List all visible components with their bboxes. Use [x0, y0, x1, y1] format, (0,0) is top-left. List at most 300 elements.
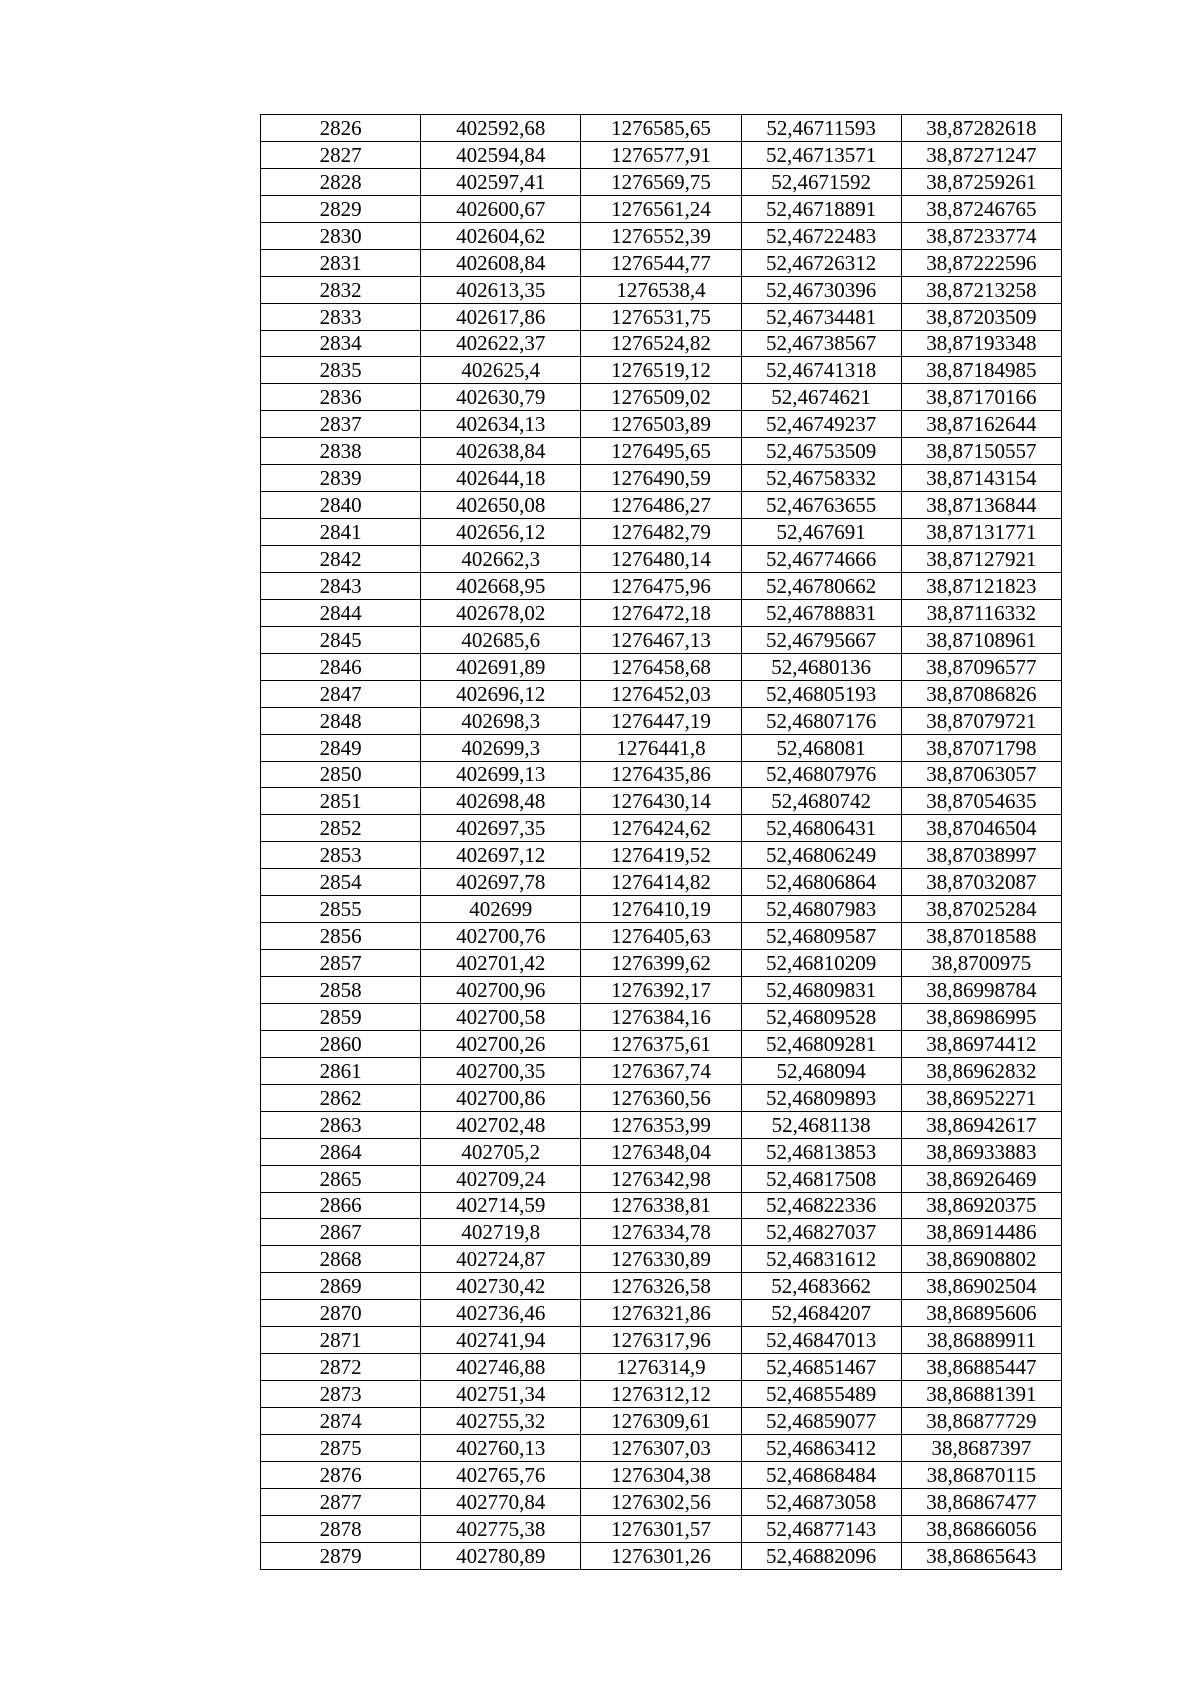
- latitude-cell: 52,46718891: [741, 195, 901, 222]
- table-row: [261, 1327, 1062, 1354]
- point-number-cell: 2857: [261, 950, 421, 977]
- x-coordinate-cell: 402630,79: [421, 384, 581, 411]
- x-coordinate-cell: 402644,18: [421, 465, 581, 492]
- latitude-cell: 52,46863412: [741, 1434, 901, 1461]
- y-coordinate-cell: 1276312,12: [581, 1381, 741, 1408]
- longitude-cell: 38,87086826: [901, 680, 1061, 707]
- longitude-cell: 38,86866056: [901, 1515, 1061, 1542]
- longitude-cell: 38,87108961: [901, 626, 1061, 653]
- point-number-cell: 2850: [261, 761, 421, 788]
- point-number-cell: 2853: [261, 842, 421, 869]
- latitude-cell: 52,46851467: [741, 1354, 901, 1381]
- latitude-cell: 52,46763655: [741, 492, 901, 519]
- point-number-cell: 2843: [261, 572, 421, 599]
- latitude-cell: 52,46827037: [741, 1219, 901, 1246]
- table-row: [261, 815, 1062, 842]
- table-row: [261, 546, 1062, 573]
- latitude-cell: 52,46809893: [741, 1084, 901, 1111]
- table-row: [261, 465, 1062, 492]
- x-coordinate-cell: 402698,48: [421, 788, 581, 815]
- y-coordinate-cell: 1276353,99: [581, 1111, 741, 1138]
- point-number-cell: 2828: [261, 168, 421, 195]
- latitude-cell: 52,46807176: [741, 707, 901, 734]
- point-number-cell: 2856: [261, 923, 421, 950]
- x-coordinate-cell: 402696,12: [421, 680, 581, 707]
- point-number-cell: 2864: [261, 1138, 421, 1165]
- latitude-cell: 52,4683662: [741, 1273, 901, 1300]
- latitude-cell: 52,46806431: [741, 815, 901, 842]
- y-coordinate-cell: 1276338,81: [581, 1192, 741, 1219]
- latitude-cell: 52,46847013: [741, 1327, 901, 1354]
- table-row: [261, 1434, 1062, 1461]
- table-row: [261, 1030, 1062, 1057]
- table-row: [261, 599, 1062, 626]
- latitude-cell: 52,46868484: [741, 1461, 901, 1488]
- y-coordinate-cell: 1276577,91: [581, 141, 741, 168]
- x-coordinate-cell: 402613,35: [421, 276, 581, 303]
- longitude-cell: 38,86867477: [901, 1488, 1061, 1515]
- longitude-cell: 38,87136844: [901, 492, 1061, 519]
- longitude-cell: 38,87222596: [901, 249, 1061, 276]
- y-coordinate-cell: 1276552,39: [581, 222, 741, 249]
- x-coordinate-cell: 402685,6: [421, 626, 581, 653]
- table-row: [261, 1111, 1062, 1138]
- y-coordinate-cell: 1276342,98: [581, 1165, 741, 1192]
- table-row: [261, 1057, 1062, 1084]
- table-row: [261, 1515, 1062, 1542]
- table-row: [261, 572, 1062, 599]
- table-row: [261, 1246, 1062, 1273]
- y-coordinate-cell: 1276509,02: [581, 384, 741, 411]
- point-number-cell: 2849: [261, 734, 421, 761]
- latitude-cell: 52,46753509: [741, 438, 901, 465]
- longitude-cell: 38,87213258: [901, 276, 1061, 303]
- point-number-cell: 2865: [261, 1165, 421, 1192]
- point-number-cell: 2869: [261, 1273, 421, 1300]
- latitude-cell: 52,46738567: [741, 330, 901, 357]
- point-number-cell: 2876: [261, 1461, 421, 1488]
- longitude-cell: 38,87271247: [901, 141, 1061, 168]
- point-number-cell: 2873: [261, 1381, 421, 1408]
- y-coordinate-cell: 1276334,78: [581, 1219, 741, 1246]
- x-coordinate-cell: 402714,59: [421, 1192, 581, 1219]
- longitude-cell: 38,86902504: [901, 1273, 1061, 1300]
- x-coordinate-cell: 402604,62: [421, 222, 581, 249]
- x-coordinate-cell: 402709,24: [421, 1165, 581, 1192]
- x-coordinate-cell: 402597,41: [421, 168, 581, 195]
- longitude-cell: 38,86933883: [901, 1138, 1061, 1165]
- y-coordinate-cell: 1276304,38: [581, 1461, 741, 1488]
- point-number-cell: 2839: [261, 465, 421, 492]
- point-number-cell: 2862: [261, 1084, 421, 1111]
- latitude-cell: 52,46855489: [741, 1381, 901, 1408]
- longitude-cell: 38,87233774: [901, 222, 1061, 249]
- longitude-cell: 38,87282618: [901, 115, 1061, 142]
- latitude-cell: 52,46809281: [741, 1030, 901, 1057]
- point-number-cell: 2858: [261, 977, 421, 1004]
- y-coordinate-cell: 1276301,57: [581, 1515, 741, 1542]
- table-row: [261, 923, 1062, 950]
- latitude-cell: 52,46711593: [741, 115, 901, 142]
- longitude-cell: 38,86881391: [901, 1381, 1061, 1408]
- table-row: [261, 222, 1062, 249]
- latitude-cell: 52,467691: [741, 519, 901, 546]
- table-row: [261, 1273, 1062, 1300]
- latitude-cell: 52,46809528: [741, 1003, 901, 1030]
- y-coordinate-cell: 1276375,61: [581, 1030, 741, 1057]
- x-coordinate-cell: 402700,26: [421, 1030, 581, 1057]
- point-number-cell: 2863: [261, 1111, 421, 1138]
- longitude-cell: 38,87259261: [901, 168, 1061, 195]
- longitude-cell: 38,87143154: [901, 465, 1061, 492]
- point-number-cell: 2830: [261, 222, 421, 249]
- y-coordinate-cell: 1276524,82: [581, 330, 741, 357]
- x-coordinate-cell: 402765,76: [421, 1461, 581, 1488]
- longitude-cell: 38,86974412: [901, 1030, 1061, 1057]
- latitude-cell: 52,46741318: [741, 357, 901, 384]
- latitude-cell: 52,46859077: [741, 1408, 901, 1435]
- latitude-cell: 52,46806249: [741, 842, 901, 869]
- table-row: [261, 1165, 1062, 1192]
- x-coordinate-cell: 402656,12: [421, 519, 581, 546]
- x-coordinate-cell: 402775,38: [421, 1515, 581, 1542]
- y-coordinate-cell: 1276307,03: [581, 1434, 741, 1461]
- table-row: [261, 168, 1062, 195]
- latitude-cell: 52,46788831: [741, 599, 901, 626]
- point-number-cell: 2846: [261, 653, 421, 680]
- table-row: [261, 1003, 1062, 1030]
- point-number-cell: 2829: [261, 195, 421, 222]
- x-coordinate-cell: 402650,08: [421, 492, 581, 519]
- x-coordinate-cell: 402600,67: [421, 195, 581, 222]
- table-row: [261, 303, 1062, 330]
- longitude-cell: 38,86962832: [901, 1057, 1061, 1084]
- latitude-cell: 52,46734481: [741, 303, 901, 330]
- x-coordinate-cell: 402700,76: [421, 923, 581, 950]
- point-number-cell: 2870: [261, 1300, 421, 1327]
- x-coordinate-cell: 402699,3: [421, 734, 581, 761]
- x-coordinate-cell: 402755,32: [421, 1408, 581, 1435]
- table-row: [261, 276, 1062, 303]
- latitude-cell: 52,4671592: [741, 168, 901, 195]
- point-number-cell: 2836: [261, 384, 421, 411]
- point-number-cell: 2837: [261, 411, 421, 438]
- longitude-cell: 38,8700975: [901, 950, 1061, 977]
- latitude-cell: 52,4680742: [741, 788, 901, 815]
- point-number-cell: 2855: [261, 896, 421, 923]
- y-coordinate-cell: 1276475,96: [581, 572, 741, 599]
- x-coordinate-cell: 402700,86: [421, 1084, 581, 1111]
- x-coordinate-cell: 402751,34: [421, 1381, 581, 1408]
- table-row: [261, 1461, 1062, 1488]
- latitude-cell: 52,468081: [741, 734, 901, 761]
- point-number-cell: 2831: [261, 249, 421, 276]
- point-number-cell: 2877: [261, 1488, 421, 1515]
- latitude-cell: 52,46817508: [741, 1165, 901, 1192]
- table-row: [261, 249, 1062, 276]
- y-coordinate-cell: 1276467,13: [581, 626, 741, 653]
- y-coordinate-cell: 1276405,63: [581, 923, 741, 950]
- y-coordinate-cell: 1276360,56: [581, 1084, 741, 1111]
- x-coordinate-cell: 402608,84: [421, 249, 581, 276]
- latitude-cell: 52,46813853: [741, 1138, 901, 1165]
- table-row: [261, 330, 1062, 357]
- longitude-cell: 38,87121823: [901, 572, 1061, 599]
- y-coordinate-cell: 1276367,74: [581, 1057, 741, 1084]
- longitude-cell: 38,86998784: [901, 977, 1061, 1004]
- table-row: [261, 1138, 1062, 1165]
- longitude-cell: 38,86920375: [901, 1192, 1061, 1219]
- y-coordinate-cell: 1276538,4: [581, 276, 741, 303]
- y-coordinate-cell: 1276321,86: [581, 1300, 741, 1327]
- table-row: [261, 438, 1062, 465]
- longitude-cell: 38,87184985: [901, 357, 1061, 384]
- latitude-cell: 52,468094: [741, 1057, 901, 1084]
- longitude-cell: 38,87025284: [901, 896, 1061, 923]
- y-coordinate-cell: 1276486,27: [581, 492, 741, 519]
- latitude-cell: 52,46810209: [741, 950, 901, 977]
- x-coordinate-cell: 402700,96: [421, 977, 581, 1004]
- point-number-cell: 2832: [261, 276, 421, 303]
- point-number-cell: 2845: [261, 626, 421, 653]
- latitude-cell: 52,46831612: [741, 1246, 901, 1273]
- y-coordinate-cell: 1276384,16: [581, 1003, 741, 1030]
- table-row: [261, 707, 1062, 734]
- longitude-cell: 38,87170166: [901, 384, 1061, 411]
- point-number-cell: 2841: [261, 519, 421, 546]
- table-row: [261, 1219, 1062, 1246]
- longitude-cell: 38,87079721: [901, 707, 1061, 734]
- point-number-cell: 2871: [261, 1327, 421, 1354]
- x-coordinate-cell: 402699: [421, 896, 581, 923]
- y-coordinate-cell: 1276424,62: [581, 815, 741, 842]
- table-row: [261, 141, 1062, 168]
- table-row: [261, 950, 1062, 977]
- longitude-cell: 38,87096577: [901, 653, 1061, 680]
- latitude-cell: 52,4681138: [741, 1111, 901, 1138]
- table-row: [261, 384, 1062, 411]
- y-coordinate-cell: 1276480,14: [581, 546, 741, 573]
- y-coordinate-cell: 1276392,17: [581, 977, 741, 1004]
- longitude-cell: 38,87018588: [901, 923, 1061, 950]
- y-coordinate-cell: 1276585,65: [581, 115, 741, 142]
- y-coordinate-cell: 1276326,58: [581, 1273, 741, 1300]
- y-coordinate-cell: 1276519,12: [581, 357, 741, 384]
- x-coordinate-cell: 402699,13: [421, 761, 581, 788]
- y-coordinate-cell: 1276495,65: [581, 438, 741, 465]
- latitude-cell: 52,46795667: [741, 626, 901, 653]
- latitude-cell: 52,46758332: [741, 465, 901, 492]
- point-number-cell: 2842: [261, 546, 421, 573]
- point-number-cell: 2840: [261, 492, 421, 519]
- y-coordinate-cell: 1276503,89: [581, 411, 741, 438]
- point-number-cell: 2827: [261, 141, 421, 168]
- latitude-cell: 52,46730396: [741, 276, 901, 303]
- x-coordinate-cell: 402702,48: [421, 1111, 581, 1138]
- longitude-cell: 38,87246765: [901, 195, 1061, 222]
- table-row: [261, 1084, 1062, 1111]
- table-row: [261, 734, 1062, 761]
- point-number-cell: 2874: [261, 1408, 421, 1435]
- latitude-cell: 52,46713571: [741, 141, 901, 168]
- x-coordinate-cell: 402697,12: [421, 842, 581, 869]
- y-coordinate-cell: 1276414,82: [581, 869, 741, 896]
- coordinate-table-body: [261, 115, 1062, 1570]
- point-number-cell: 2848: [261, 707, 421, 734]
- x-coordinate-cell: 402780,89: [421, 1542, 581, 1569]
- y-coordinate-cell: 1276447,19: [581, 707, 741, 734]
- longitude-cell: 38,86885447: [901, 1354, 1061, 1381]
- point-number-cell: 2835: [261, 357, 421, 384]
- x-coordinate-cell: 402730,42: [421, 1273, 581, 1300]
- x-coordinate-cell: 402701,42: [421, 950, 581, 977]
- longitude-cell: 38,87193348: [901, 330, 1061, 357]
- y-coordinate-cell: 1276569,75: [581, 168, 741, 195]
- longitude-cell: 38,87127921: [901, 546, 1061, 573]
- table-row: [261, 492, 1062, 519]
- latitude-cell: 52,4674621: [741, 384, 901, 411]
- longitude-cell: 38,86889911: [901, 1327, 1061, 1354]
- longitude-cell: 38,87063057: [901, 761, 1061, 788]
- longitude-cell: 38,86986995: [901, 1003, 1061, 1030]
- x-coordinate-cell: 402700,58: [421, 1003, 581, 1030]
- point-number-cell: 2866: [261, 1192, 421, 1219]
- longitude-cell: 38,86942617: [901, 1111, 1061, 1138]
- y-coordinate-cell: 1276348,04: [581, 1138, 741, 1165]
- latitude-cell: 52,4684207: [741, 1300, 901, 1327]
- table-row: [261, 1192, 1062, 1219]
- point-number-cell: 2844: [261, 599, 421, 626]
- longitude-cell: 38,87046504: [901, 815, 1061, 842]
- table-row: [261, 680, 1062, 707]
- table-row: [261, 195, 1062, 222]
- y-coordinate-cell: 1276561,24: [581, 195, 741, 222]
- point-number-cell: 2879: [261, 1542, 421, 1569]
- point-number-cell: 2867: [261, 1219, 421, 1246]
- x-coordinate-cell: 402697,78: [421, 869, 581, 896]
- x-coordinate-cell: 402724,87: [421, 1246, 581, 1273]
- point-number-cell: 2868: [261, 1246, 421, 1273]
- x-coordinate-cell: 402617,86: [421, 303, 581, 330]
- x-coordinate-cell: 402741,94: [421, 1327, 581, 1354]
- longitude-cell: 38,87131771: [901, 519, 1061, 546]
- latitude-cell: 52,46807983: [741, 896, 901, 923]
- point-number-cell: 2859: [261, 1003, 421, 1030]
- y-coordinate-cell: 1276399,62: [581, 950, 741, 977]
- x-coordinate-cell: 402662,3: [421, 546, 581, 573]
- y-coordinate-cell: 1276472,18: [581, 599, 741, 626]
- coordinate-table: [260, 114, 1062, 1570]
- latitude-cell: 52,46780662: [741, 572, 901, 599]
- latitude-cell: 52,46726312: [741, 249, 901, 276]
- x-coordinate-cell: 402719,8: [421, 1219, 581, 1246]
- point-number-cell: 2854: [261, 869, 421, 896]
- x-coordinate-cell: 402638,84: [421, 438, 581, 465]
- latitude-cell: 52,46805193: [741, 680, 901, 707]
- x-coordinate-cell: 402678,02: [421, 599, 581, 626]
- longitude-cell: 38,87150557: [901, 438, 1061, 465]
- table-row: [261, 357, 1062, 384]
- y-coordinate-cell: 1276317,96: [581, 1327, 741, 1354]
- y-coordinate-cell: 1276490,59: [581, 465, 741, 492]
- y-coordinate-cell: 1276410,19: [581, 896, 741, 923]
- table-row: [261, 1300, 1062, 1327]
- y-coordinate-cell: 1276452,03: [581, 680, 741, 707]
- latitude-cell: 52,46806864: [741, 869, 901, 896]
- y-coordinate-cell: 1276301,26: [581, 1542, 741, 1569]
- latitude-cell: 52,46774666: [741, 546, 901, 573]
- x-coordinate-cell: 402705,2: [421, 1138, 581, 1165]
- point-number-cell: 2875: [261, 1434, 421, 1461]
- x-coordinate-cell: 402746,88: [421, 1354, 581, 1381]
- y-coordinate-cell: 1276531,75: [581, 303, 741, 330]
- table-row: [261, 761, 1062, 788]
- longitude-cell: 38,86865643: [901, 1542, 1061, 1569]
- latitude-cell: 52,46877143: [741, 1515, 901, 1542]
- y-coordinate-cell: 1276441,8: [581, 734, 741, 761]
- longitude-cell: 38,86952271: [901, 1084, 1061, 1111]
- point-number-cell: 2852: [261, 815, 421, 842]
- table-row: [261, 115, 1062, 142]
- longitude-cell: 38,87071798: [901, 734, 1061, 761]
- table-row: [261, 411, 1062, 438]
- latitude-cell: 52,46807976: [741, 761, 901, 788]
- y-coordinate-cell: 1276309,61: [581, 1408, 741, 1435]
- x-coordinate-cell: 402594,84: [421, 141, 581, 168]
- table-row: [261, 1381, 1062, 1408]
- table-row: [261, 896, 1062, 923]
- x-coordinate-cell: 402622,37: [421, 330, 581, 357]
- table-row: [261, 869, 1062, 896]
- latitude-cell: 52,46722483: [741, 222, 901, 249]
- longitude-cell: 38,86870115: [901, 1461, 1061, 1488]
- y-coordinate-cell: 1276482,79: [581, 519, 741, 546]
- point-number-cell: 2847: [261, 680, 421, 707]
- table-row: [261, 653, 1062, 680]
- table-row: [261, 977, 1062, 1004]
- point-number-cell: 2851: [261, 788, 421, 815]
- latitude-cell: 52,46749237: [741, 411, 901, 438]
- table-row: [261, 1542, 1062, 1569]
- x-coordinate-cell: 402634,13: [421, 411, 581, 438]
- longitude-cell: 38,87162644: [901, 411, 1061, 438]
- y-coordinate-cell: 1276330,89: [581, 1246, 741, 1273]
- x-coordinate-cell: 402668,95: [421, 572, 581, 599]
- longitude-cell: 38,87054635: [901, 788, 1061, 815]
- x-coordinate-cell: 402697,35: [421, 815, 581, 842]
- longitude-cell: 38,87203509: [901, 303, 1061, 330]
- point-number-cell: 2838: [261, 438, 421, 465]
- x-coordinate-cell: 402625,4: [421, 357, 581, 384]
- x-coordinate-cell: 402760,13: [421, 1434, 581, 1461]
- table-row: [261, 842, 1062, 869]
- y-coordinate-cell: 1276544,77: [581, 249, 741, 276]
- longitude-cell: 38,8687397: [901, 1434, 1061, 1461]
- y-coordinate-cell: 1276302,56: [581, 1488, 741, 1515]
- table-row: [261, 1408, 1062, 1435]
- longitude-cell: 38,86895606: [901, 1300, 1061, 1327]
- point-number-cell: 2834: [261, 330, 421, 357]
- y-coordinate-cell: 1276430,14: [581, 788, 741, 815]
- latitude-cell: 52,46809831: [741, 977, 901, 1004]
- longitude-cell: 38,86877729: [901, 1408, 1061, 1435]
- latitude-cell: 52,46873058: [741, 1488, 901, 1515]
- x-coordinate-cell: 402592,68: [421, 115, 581, 142]
- longitude-cell: 38,86926469: [901, 1165, 1061, 1192]
- table-row: [261, 1488, 1062, 1515]
- longitude-cell: 38,86908802: [901, 1246, 1061, 1273]
- latitude-cell: 52,46822336: [741, 1192, 901, 1219]
